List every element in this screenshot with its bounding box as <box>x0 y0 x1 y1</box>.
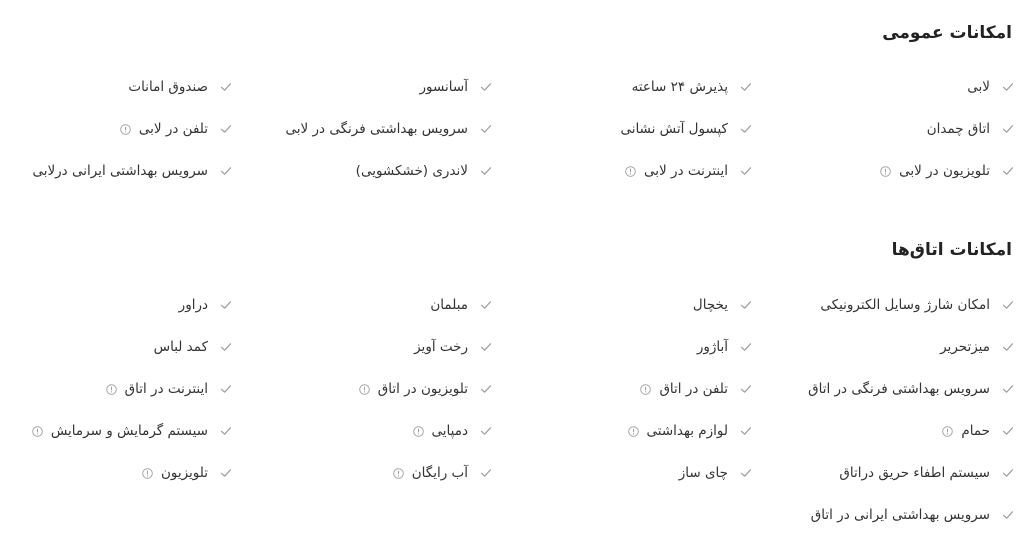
info-icon[interactable] <box>413 426 424 437</box>
check-icon <box>220 81 232 93</box>
check-icon <box>220 165 232 177</box>
amenity-label: مبلمان <box>430 297 468 313</box>
check-icon <box>1002 81 1014 93</box>
check-icon <box>740 341 752 353</box>
amenity-label: آباژور <box>696 339 728 355</box>
amenity-label: کمد لباس <box>153 339 208 355</box>
amenity-item <box>512 326 762 368</box>
amenity-label: میزتحریر <box>940 339 990 355</box>
amenity-item <box>252 326 502 368</box>
check-icon <box>740 467 752 479</box>
check-icon <box>1002 341 1014 353</box>
amenity-label: لابی <box>967 79 990 95</box>
amenity-item <box>0 66 242 108</box>
amenity-item[interactable] <box>0 452 242 494</box>
check-icon <box>480 165 492 177</box>
amenity-item <box>252 108 502 150</box>
amenity-label: اینترنت در لابی <box>644 163 728 179</box>
info-icon[interactable] <box>625 166 636 177</box>
amenity-item <box>512 66 762 108</box>
amenity-label: سرویس بهداشتی فرنگی در اتاق <box>808 381 990 397</box>
amenity-item <box>774 284 1024 326</box>
info-icon[interactable] <box>120 124 131 135</box>
amenity-label: لوازم بهداشتی <box>646 423 728 439</box>
amenity-item <box>252 66 502 108</box>
amenity-label: لاندری (خشکشویی) <box>355 163 468 179</box>
check-icon <box>480 467 492 479</box>
check-icon <box>220 383 232 395</box>
check-icon <box>740 383 752 395</box>
info-icon[interactable] <box>393 468 404 479</box>
amenity-label: تلویزیون در اتاق <box>377 381 468 397</box>
check-icon <box>1002 467 1014 479</box>
amenity-label: تلویزیون در لابی <box>899 163 990 179</box>
amenity-item <box>774 452 1024 494</box>
amenity-item <box>0 284 242 326</box>
amenity-label: پذیرش ۲۴ ساعته <box>631 79 728 95</box>
amenity-label: سرویس بهداشتی ایرانی در اتاق <box>810 507 990 523</box>
check-icon <box>480 299 492 311</box>
info-icon[interactable] <box>880 166 891 177</box>
check-icon <box>480 425 492 437</box>
info-icon[interactable] <box>359 384 370 395</box>
check-icon <box>1002 123 1014 135</box>
check-icon <box>220 123 232 135</box>
check-icon <box>1002 509 1014 521</box>
info-icon[interactable] <box>640 384 651 395</box>
amenity-item <box>252 284 502 326</box>
general-amenities-title: امکانات عمومی <box>882 23 1012 43</box>
amenity-label: سرویس بهداشتی ایرانی درلابی <box>32 163 208 179</box>
amenity-item[interactable] <box>512 410 762 452</box>
amenity-item[interactable] <box>774 150 1024 192</box>
amenity-item[interactable] <box>512 150 762 192</box>
amenity-item <box>512 452 762 494</box>
info-icon[interactable] <box>32 426 43 437</box>
amenity-label: آب رایگان <box>411 465 468 481</box>
check-icon <box>1002 165 1014 177</box>
check-icon <box>480 383 492 395</box>
check-icon <box>480 341 492 353</box>
amenity-label: تلفن در اتاق <box>659 381 728 397</box>
check-icon <box>740 81 752 93</box>
check-icon <box>220 467 232 479</box>
amenity-label: رخت آویز <box>414 339 468 355</box>
amenity-item <box>774 494 1024 536</box>
amenity-label: دمپایی <box>431 423 468 439</box>
amenity-item <box>774 368 1024 410</box>
amenity-label: سیستم اطفاء حریق دراتاق <box>839 465 990 481</box>
check-icon <box>480 81 492 93</box>
amenity-label: صندوق امانات <box>128 79 208 95</box>
info-icon[interactable] <box>142 468 153 479</box>
amenity-item[interactable] <box>252 410 502 452</box>
amenity-label: اینترنت در اتاق <box>124 381 208 397</box>
info-icon[interactable] <box>628 426 639 437</box>
amenity-label: آسانسور <box>419 79 468 95</box>
room-amenities-title: امکانات اتاق‌ها <box>891 240 1012 260</box>
check-icon <box>1002 299 1014 311</box>
check-icon <box>220 341 232 353</box>
amenity-item <box>774 108 1024 150</box>
amenity-item <box>252 150 502 192</box>
amenity-label: سرویس بهداشتی فرنگی در لابی <box>285 121 468 137</box>
check-icon <box>220 425 232 437</box>
amenity-label: تلویزیون <box>160 465 208 481</box>
amenity-item <box>0 326 242 368</box>
amenity-label: حمام <box>961 423 990 439</box>
check-icon <box>480 123 492 135</box>
check-icon <box>220 299 232 311</box>
amenity-item[interactable] <box>512 368 762 410</box>
check-icon <box>740 165 752 177</box>
amenity-item[interactable] <box>774 410 1024 452</box>
check-icon <box>740 425 752 437</box>
amenity-item <box>774 326 1024 368</box>
amenity-label: تلفن در لابی <box>138 121 208 137</box>
check-icon <box>740 123 752 135</box>
amenity-item <box>512 284 762 326</box>
info-icon[interactable] <box>942 426 953 437</box>
amenity-item[interactable] <box>252 452 502 494</box>
amenity-item[interactable] <box>0 108 242 150</box>
amenity-label: چای ساز <box>678 465 728 481</box>
check-icon <box>1002 425 1014 437</box>
amenity-item[interactable] <box>0 368 242 410</box>
amenity-label: سیستم گرمایش و سرمایش <box>50 423 208 439</box>
amenity-item[interactable] <box>0 410 242 452</box>
amenity-item <box>0 150 242 192</box>
amenity-item <box>774 66 1024 108</box>
amenity-label: یخچال <box>692 297 728 313</box>
amenity-item[interactable] <box>252 368 502 410</box>
check-icon <box>740 299 752 311</box>
amenity-label: اتاق چمدان <box>926 121 990 137</box>
amenity-item <box>512 108 762 150</box>
amenity-label: کپسول آتش نشانی <box>620 121 728 137</box>
amenity-label: امکان شارژ وسایل الکترونیکی <box>820 297 990 313</box>
check-icon <box>1002 383 1014 395</box>
info-icon[interactable] <box>106 384 117 395</box>
amenity-label: دراور <box>178 297 208 313</box>
